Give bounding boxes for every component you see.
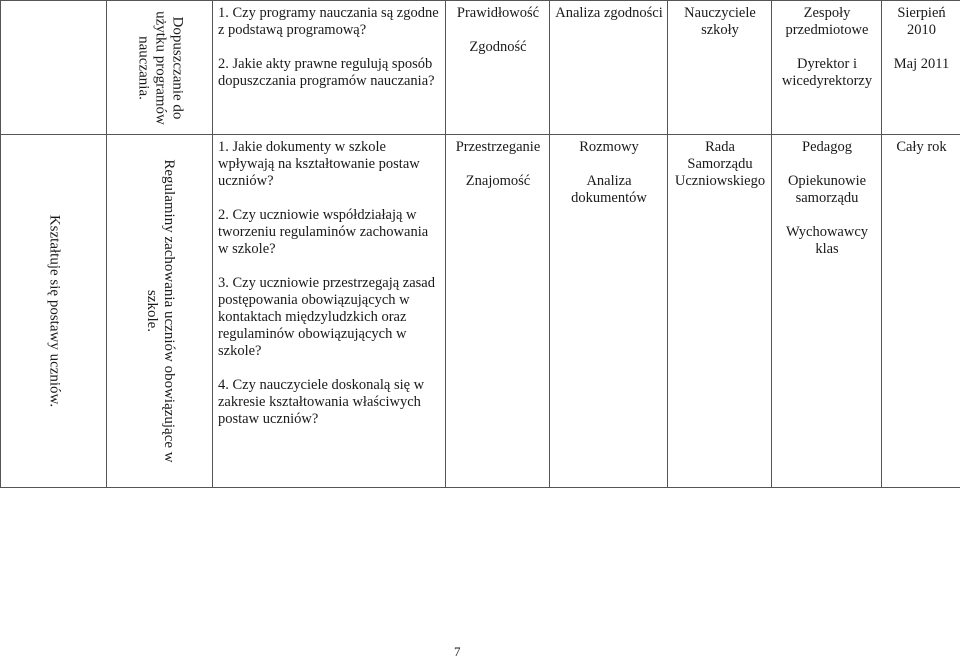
responsible-cell — [772, 135, 882, 488]
issue-cell — [107, 1, 213, 135]
responsible-text: Dyrektor i wicedyrektorzy — [777, 56, 877, 90]
question-text: 4. Czy nauczyciele doskonalą się w zakresie kształtowania właściwych postaw uczniów? — [218, 377, 441, 428]
method-text: Analiza dokumentów — [555, 173, 663, 207]
issue-cell — [107, 135, 213, 488]
criterion-text: Prawidłowość — [451, 5, 545, 22]
table-row — [1, 1, 960, 135]
method-text: Rozmowy — [555, 139, 663, 156]
responsible-text: Opiekunowie samorządu — [777, 173, 877, 207]
source-text: Rada Samorządu Uczniowskiego — [673, 139, 767, 190]
source-text: Nauczyciele szkoły — [673, 5, 767, 39]
question-text: 2. Jakie akty prawne regulują sposób dopuszczania programów nauczania? — [218, 56, 441, 90]
question-text: 1. Jakie dokumenty w szkole wpływają na kształtowanie postaw uczniów? — [218, 139, 441, 190]
questions-cell — [213, 135, 446, 488]
criterion-text: Zgodność — [451, 39, 545, 56]
question-text: 2. Czy uczniowie współdziałają w tworzeniu regulaminów zachowania w szkole? — [218, 207, 441, 258]
responsible-text: Zespoły przedmiotowe — [777, 5, 877, 39]
criteria-cell — [446, 1, 550, 135]
criterion-text: Przestrzeganie — [451, 139, 545, 156]
questions-cell — [213, 1, 446, 135]
area-cell — [1, 1, 107, 135]
methods-cell — [550, 1, 668, 135]
responsible-text: Pedagog — [777, 139, 877, 156]
time-cell — [882, 135, 960, 488]
issue-text: Regulaminy zachowania uczniów obowiązujące w szkole. — [143, 143, 177, 479]
time-text: Sierpień 2010 — [887, 5, 956, 39]
time-cell — [882, 1, 960, 135]
area-text: Kształtuje się postawy uczniów. — [46, 146, 63, 476]
sources-cell — [668, 135, 772, 488]
criterion-text: Znajomość — [451, 173, 545, 190]
area-cell — [1, 135, 107, 488]
sources-cell — [668, 1, 772, 135]
criteria-cell — [446, 135, 550, 488]
time-text: Cały rok — [887, 139, 956, 156]
responsible-text: Wychowawcy klas — [777, 224, 877, 258]
page-number: 7 — [454, 644, 461, 660]
question-text: 1. Czy programy nauczania są zgodne z podstawą programową? — [218, 5, 441, 39]
method-text: Analiza zgodności — [555, 5, 663, 22]
time-text: Maj 2011 — [887, 56, 956, 73]
question-text: 3. Czy uczniowie przestrzegają zasad postępowania obowiązujących w kontaktach międzyludzkich oraz regulaminów obowiązujących w szkole? — [218, 275, 441, 360]
methods-cell — [550, 135, 668, 488]
responsible-cell — [772, 1, 882, 135]
table-row — [1, 135, 960, 488]
issue-text: Dopuszczanie do użytku programów nauczania. — [135, 9, 186, 127]
